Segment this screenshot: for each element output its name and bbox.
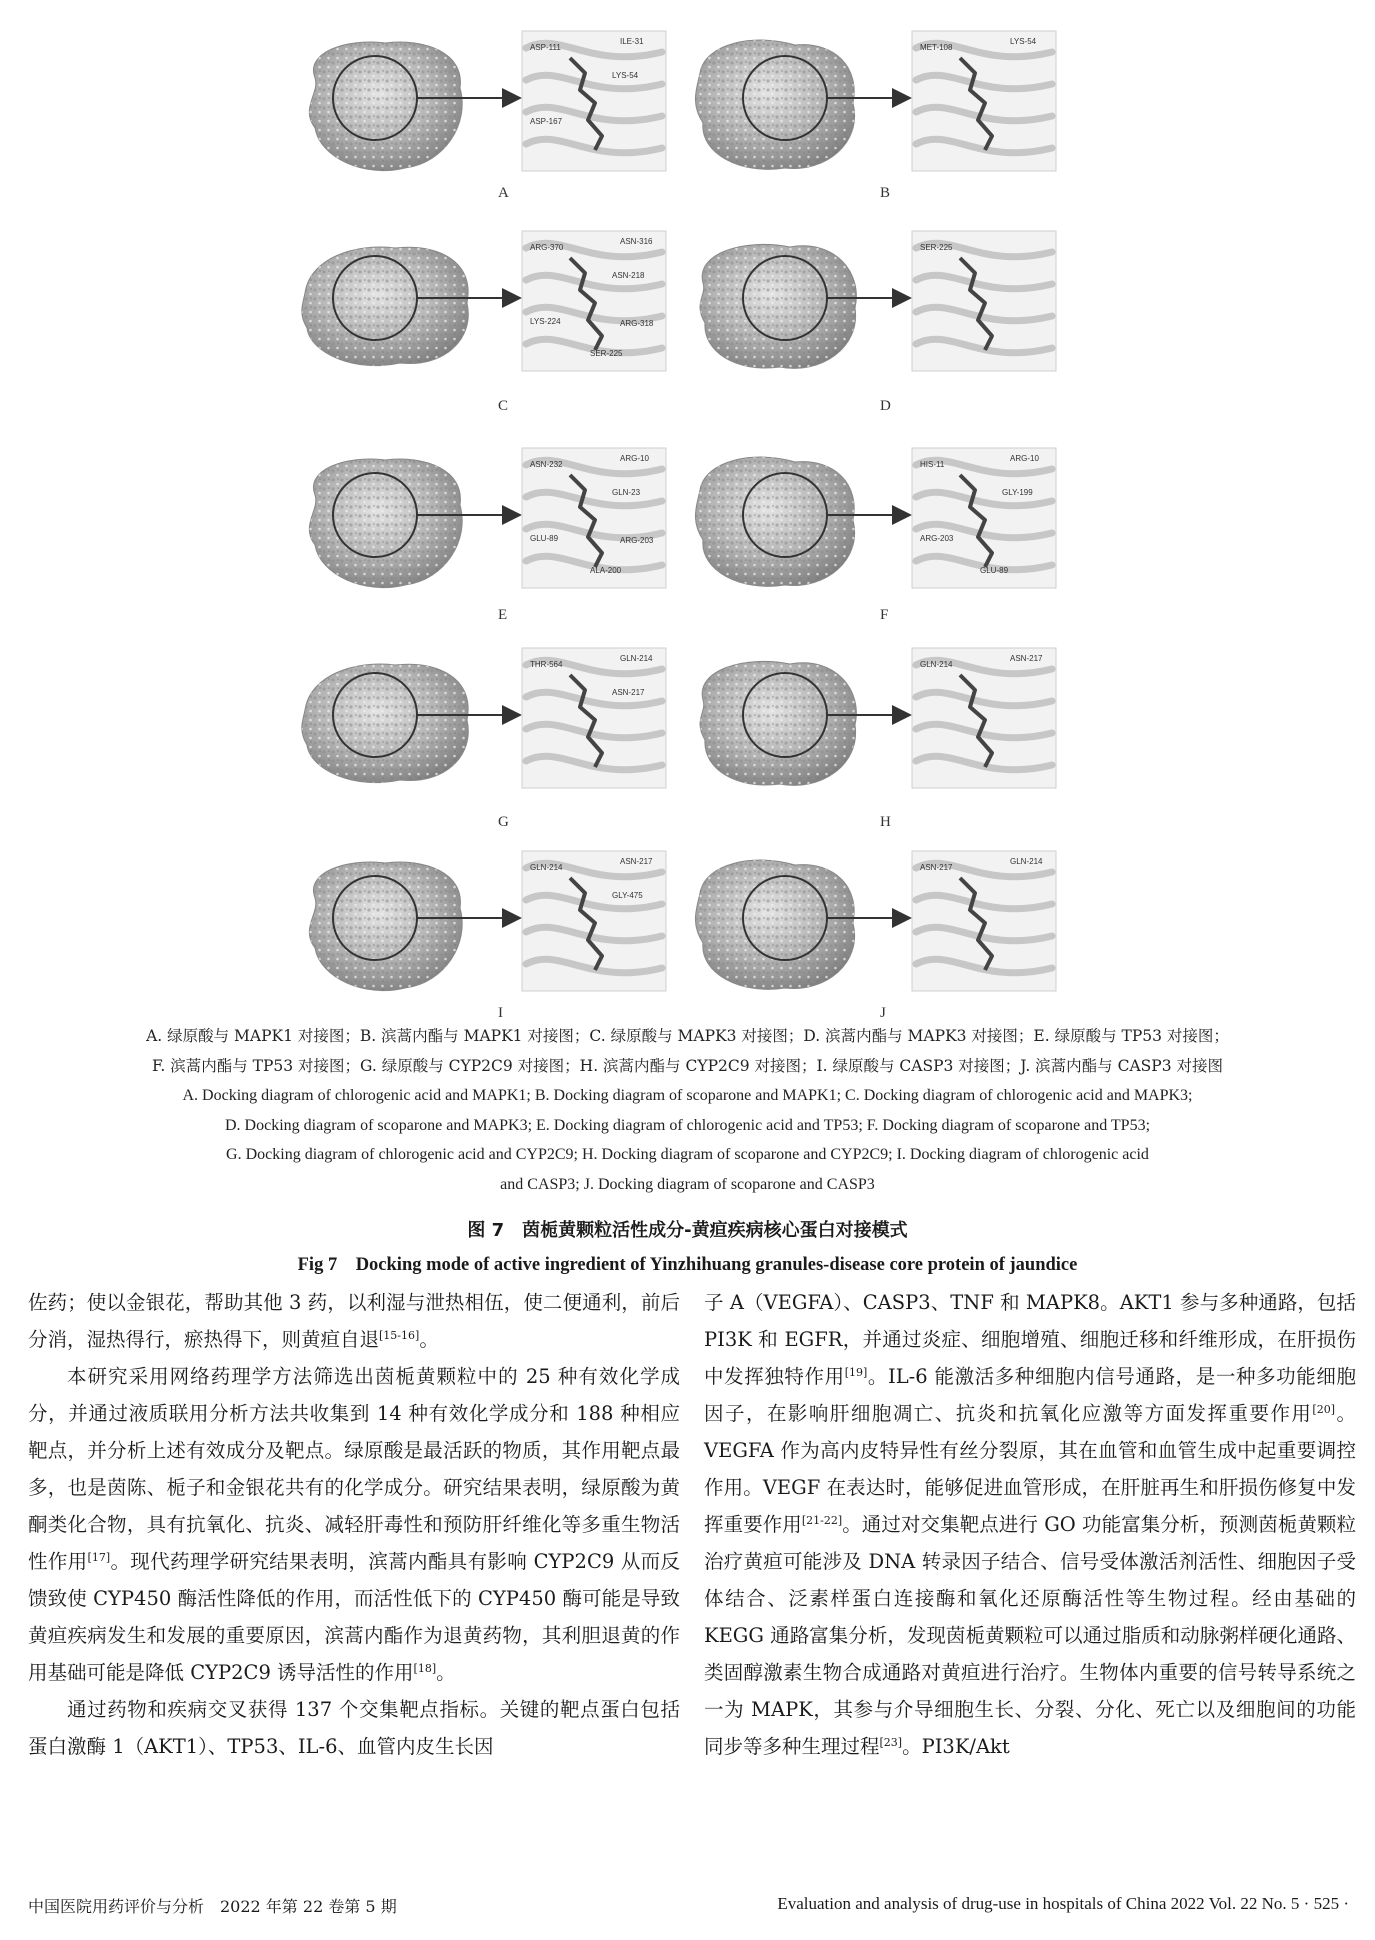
reference[interactable]: [23] [879,1736,903,1749]
protein-texture [695,40,854,169]
residue-label: ASP-167 [530,117,563,126]
reference[interactable]: [15-16] [379,1329,420,1342]
docking-panel-j [680,848,1060,998]
residue-label: ARG-10 [620,454,649,463]
left-paragraph-3: 通过药物和疾病交叉获得 137 个交集靶点指标。关键的靶点蛋白包括蛋白激酶 1（AKT1）、TP53、IL-6、血管内皮生长因 [28,1698,680,1758]
docking-panel-d [680,228,1060,378]
panel-letter: A [498,185,509,201]
residue-label: LYS-54 [612,71,639,80]
caption-en-line-3: G. Docking diagram of chlorogenic acid and CYP2C9; H. Docking diagram of scoparone and CYP2C9; I. Docking diagram of chlorogenic acid [226,1146,1149,1164]
panel-letter: H [880,814,891,830]
residue-label: ASN-232 [530,460,563,469]
residue-label: ASN-217 [920,863,953,872]
figure-title-cn: 图 7 茵栀黄颗粒活性成分-黄疸疾病核心蛋白对接模式 [467,1220,908,1241]
docking-panel-i [290,848,670,998]
reference[interactable]: [19] [844,1366,868,1379]
residue-label: ARG-10 [1010,454,1039,463]
protein-texture [309,42,462,171]
right-column [704,1284,1356,1765]
panel-letter: C [498,398,509,414]
residue-label: ALA-200 [590,566,622,575]
reference[interactable]: [18] [413,1662,437,1675]
residue-label: ARG-318 [620,319,654,328]
residue-label: ARG-203 [920,534,954,543]
left-paragraph-2 [28,1358,680,1691]
footer-journal-en: Evaluation and analysis of drug-use in hospitals of China 2022 Vol. 22 No. 5 · 525 · [777,1894,1349,1913]
text: 子 A（VEGFA）、CASP3、TNF 和 MAPK8。AKT1 参与多种通路，包括 PI3K 和 EGFR，并通过炎症、细胞增殖、细胞迁移和纤维形成，在肝损伤中发挥独特作用 [704,1291,1356,1388]
residue-label: GLN-214 [920,660,953,669]
residue-label: GLN-23 [612,488,641,497]
text: 。VEGFA 作为高内皮特异性有丝分裂原，其在血管和血管生成中起重要调控作用。VEGF 在表达时，能够促进血管形成，在肝脏再生和肝损伤修复中发挥重要作用 [704,1402,1356,1536]
text: 佐药；使以金银花，帮助其他 3 药，以利湿与泄热相伍，使二便通利，前后分消，湿热得行，瘀热得下，则黄疸自退 [28,1291,680,1351]
right-paragraph-1 [704,1284,1356,1765]
caption-cn-line-2: F. 滨蒿内酯与 TP53 对接图；G. 绿原酸与 CYP2C9 对接图；H. 滨蒿内酯与 CYP2C9 对接图；I. 绿原酸与 CASP3 对接图；J. 滨蒿内酯与 CASP3 对接图 [152,1056,1223,1075]
residue-label: ASN-217 [1010,654,1043,663]
docking-panel-h [680,645,1060,795]
protein-texture [302,247,468,366]
residue-label: LYS-54 [1010,37,1037,46]
docking-panel-e [290,445,670,595]
caption-cn-line-1: A. 绿原酸与 MAPK1 对接图；B. 滨蒿内酯与 MAPK1 对接图；C. 绿原酸与 MAPK3 对接图；D. 滨蒿内酯与 MAPK3 对接图；E. 绿原酸与 TP53 对接图； [146,1027,1229,1045]
residue-label: ARG-370 [530,243,564,252]
docking-panel-a [290,28,670,178]
residue-label: LYS-224 [530,317,561,326]
residue-label: GLY-475 [612,891,643,900]
text: 。现代药理学研究结果表明，滨蒿内酯具有影响 CYP2C9 从而反馈致使 CYP450 酶活性降低的作用，而活性低下的 CYP450 酶可能是导致黄疸疾病发生和发展的重要原因，滨蒿内酯作为退黄药物，其利胆退黄的作用基础可能是降低 CYP2C9 诱导活性的作用 [28,1550,680,1684]
residue-label: SER-225 [590,349,623,358]
text: 。PI3K/Akt [902,1735,1010,1758]
residue-label: ILE-31 [620,37,644,46]
residue-label: ARG-203 [620,536,654,545]
protein-texture [309,459,462,588]
caption-en-line-4: and CASP3; J. Docking diagram of scoparone and CASP3 [500,1175,875,1193]
docking-panel-c [290,228,670,378]
panel-letter: B [880,185,891,201]
caption-en-line-2: D. Docking diagram of scoparone and MAPK3; E. Docking diagram of chlorogenic acid and TP53; F. Docking diagram of scoparone and TP53; [224,1116,1151,1134]
residue-label: GLN-214 [530,863,563,872]
residue-label: THR-564 [530,660,563,669]
reference[interactable]: [21-22] [801,1514,843,1527]
panel-letter: G [498,814,509,830]
residue-label: GLU-89 [980,566,1009,575]
residue-label: ASN-217 [620,857,653,866]
residue-label: GLY-199 [1002,488,1033,497]
residue-label: MET-108 [920,43,953,52]
footer-journal-cn: 中国医院用药评价与分析 2022 年第 22 卷第 5 期 [28,1897,397,1916]
residue-label: ASP-111 [530,43,561,52]
residue-label: ASN-316 [620,237,653,246]
caption-en-line-1: A. Docking diagram of chlorogenic acid and MAPK1; B. Docking diagram of scoparone and MAPK1; C. Docking diagram of chlorogenic acid and MAPK3; [182,1087,1193,1105]
left-column [28,1284,680,1765]
residue-label: ASN-217 [612,688,645,697]
text: 。通过对交集靶点进行 GO 功能富集分析，预测茵栀黄颗粒治疗黄疸可能涉及 DNA 转录因子结合、信号受体激活剂活性、细胞因子受体结合、泛素样蛋白连接酶和氧化还原酶活性等生物过程。经由基础的 KEGG 通路富集分析，发现茵栀黄颗粒可以通过脂质和动脉粥样硬化通路、类固醇激素生物合成通路对黄疸进行治疗。生物体内重要的信号转导系统之一为 MAPK，其参与介导细胞生长、分裂、分化、死亡以及细胞间的功能同步等多种生理过程 [704,1513,1356,1758]
panel-letter: J [880,1005,886,1021]
text: 。 [419,1328,439,1351]
docking-panel-g [290,645,670,795]
residue-label: HIS-11 [920,460,945,469]
text: 本研究采用网络药理学方法筛选出茵栀黄颗粒中的 25 种有效化学成分，并通过液质联用分析方法共收集到 14 种有效化学成分和 188 种相应靶点，并分析上述有效成分及靶点。绿原酸是最活跃的物质，其作用靶点最多，也是茵陈、栀子和金银花共有的化学成分。研究结果表明，绿原酸为黄酮类化合物，具有抗氧化、抗炎、减轻肝毒性和预防肝纤维化等多重生物活性作用 [28,1365,680,1573]
panel-letter: F [880,607,889,623]
protein-texture [309,862,462,991]
docking-panel-f [680,445,1060,595]
panel-letter: I [498,1005,503,1021]
residue-label: GLU-89 [530,534,559,543]
docking-panel-b [680,28,1060,178]
protein-texture [700,661,856,785]
figure-title-en: Fig 7 Docking mode of active ingredient of Yinzhihuang granules-disease core protein of jaundice [297,1255,1078,1275]
left-paragraph-1 [28,1284,680,1358]
protein-texture [302,664,468,783]
residue-label: SER-225 [920,243,953,252]
reference[interactable]: [17] [87,1551,111,1564]
residue-label: GLN-214 [1010,857,1043,866]
protein-texture [695,860,854,989]
protein-texture [700,244,856,368]
panel-letter: E [498,607,508,623]
residue-label: GLN-214 [620,654,653,663]
text: 。 [436,1661,456,1684]
figure-caption [0,1022,1375,1200]
reference[interactable]: [20] [1312,1403,1335,1416]
text: 。IL-6 能激活多种细胞内信号通路，是一种多功能细胞因子，在影响肝细胞凋亡、抗炎和抗氧化应激等方面发挥重要作用 [704,1365,1356,1425]
panel-letter: D [880,398,891,414]
residue-label: ASN-218 [612,271,645,280]
protein-texture [695,457,854,586]
